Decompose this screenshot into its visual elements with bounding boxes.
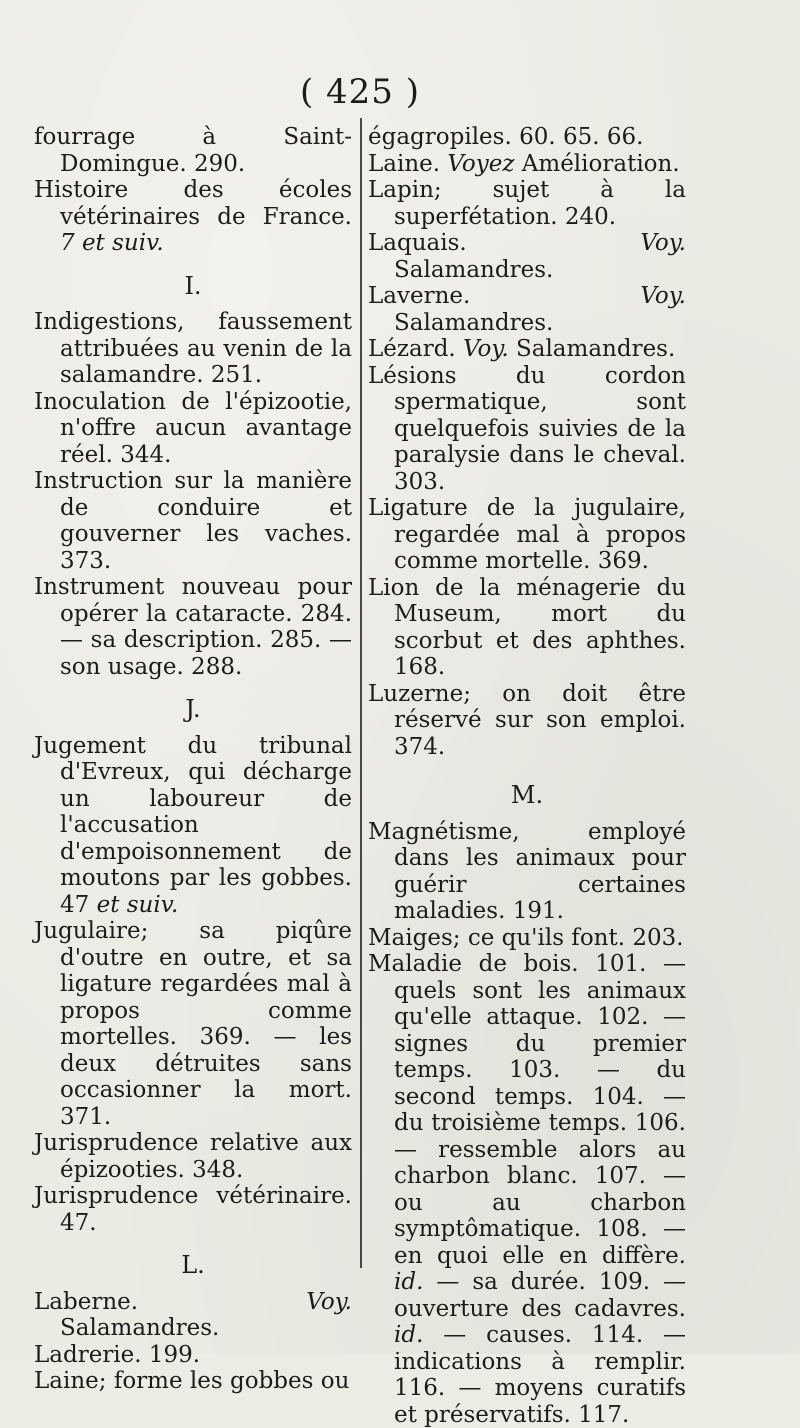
page-number: ( 425 ): [299, 72, 421, 112]
index-entry: Jurisprudence vétérinaire. 47.: [34, 1183, 352, 1236]
column-divider: [360, 118, 362, 1268]
index-entry: Laverne. Voy. Salamandres.: [368, 283, 686, 336]
index-entry: Jugulaire; sa piqûre d'outre en outre, et sa ligature regardées mal à propos comme mortelles. 369. — les deux détruites sans occasionner la mort. 371.: [34, 918, 352, 1130]
index-entry: Ladrerie. 199.: [34, 1341, 201, 1368]
index-entry: fourrage à Saint-Domingue. 290.: [34, 124, 352, 177]
index-entry: Magnétisme, employé dans les animaux pour guérir certaines maladies. 191.: [368, 818, 686, 924]
index-entry: Luzerne; on doit être réservé sur son emploi. 374.: [368, 680, 686, 760]
index-entry: Maladie de bois. 101. — quels sont les animaux qu'elle attaque. 102. — signes du premier temps. 103. — du second temps. 104. — du troisième temps. 106. — ressemble alors au charbon blanc. 107. — ou au charbon symptômatique. 108. — en quoi elle en diffère. id. — sa durée. 109. — ouverture des cadavres. id. — causes. 114. — indications à remplir. 116. — moyens curatifs et préservatifs. 117.: [368, 951, 686, 1428]
section-letter: L.: [181, 1251, 205, 1279]
section-letter: M.: [510, 781, 544, 809]
index-entry: Indigestions, faussement attribuées au venin de la salamandre. 251.: [34, 309, 352, 388]
index-entry: Lion de la ménagerie du Museum, mort du scorbut et des aphthes. 168.: [368, 574, 686, 680]
index-entry: égagropiles. 60. 65. 66.: [368, 124, 644, 150]
right-column: [368, 124, 686, 1428]
section-letter: I.: [184, 271, 202, 300]
index-entry: Instrument nouveau pour opérer la cataracte. 284. — sa description. 285. — son usage. 288.: [34, 574, 352, 680]
index-entry: Laberne. Voy. Salamandres.: [34, 1288, 352, 1341]
left-column: [34, 124, 352, 1395]
index-entry: Histoire des écoles vétérinaires de France. 7 et suiv.: [34, 177, 352, 256]
section-letter: J.: [185, 695, 201, 723]
index-entry: Instruction sur la manière de conduire et gouverner les vaches. 373.: [34, 468, 352, 574]
index-entry: Jurisprudence relative aux épizooties. 348.: [34, 1130, 352, 1183]
index-entry: Laine. Voyez Amélioration.: [368, 150, 680, 177]
index-entry: Ligature de la jugulaire, regardée mal à propos comme mortelle. 369.: [368, 495, 686, 574]
index-entry: Lésions du cordon spermatique, sont quelquefois suivies de la paralysie dans le cheval. 303.: [368, 362, 686, 495]
index-entry: Laquais. Voy. Salamandres.: [368, 230, 686, 283]
index-entry: Lapin; sujet à la superfétation. 240.: [368, 177, 686, 230]
index-entry: Jugement du tribunal d'Evreux, qui décharge un laboureur de l'accusation d'empoisonnement de moutons par les gobbes. 47 et suiv.: [34, 732, 352, 918]
index-entry: Laine; forme les gobbes ou: [34, 1368, 350, 1394]
index-entry: Maiges; ce qu'ils font. 203.: [368, 924, 684, 951]
index-entry: Inoculation de l'épizootie, n'offre aucun avantage réel. 344.: [34, 388, 352, 468]
index-entry: Lézard. Voy. Salamandres.: [368, 336, 676, 362]
